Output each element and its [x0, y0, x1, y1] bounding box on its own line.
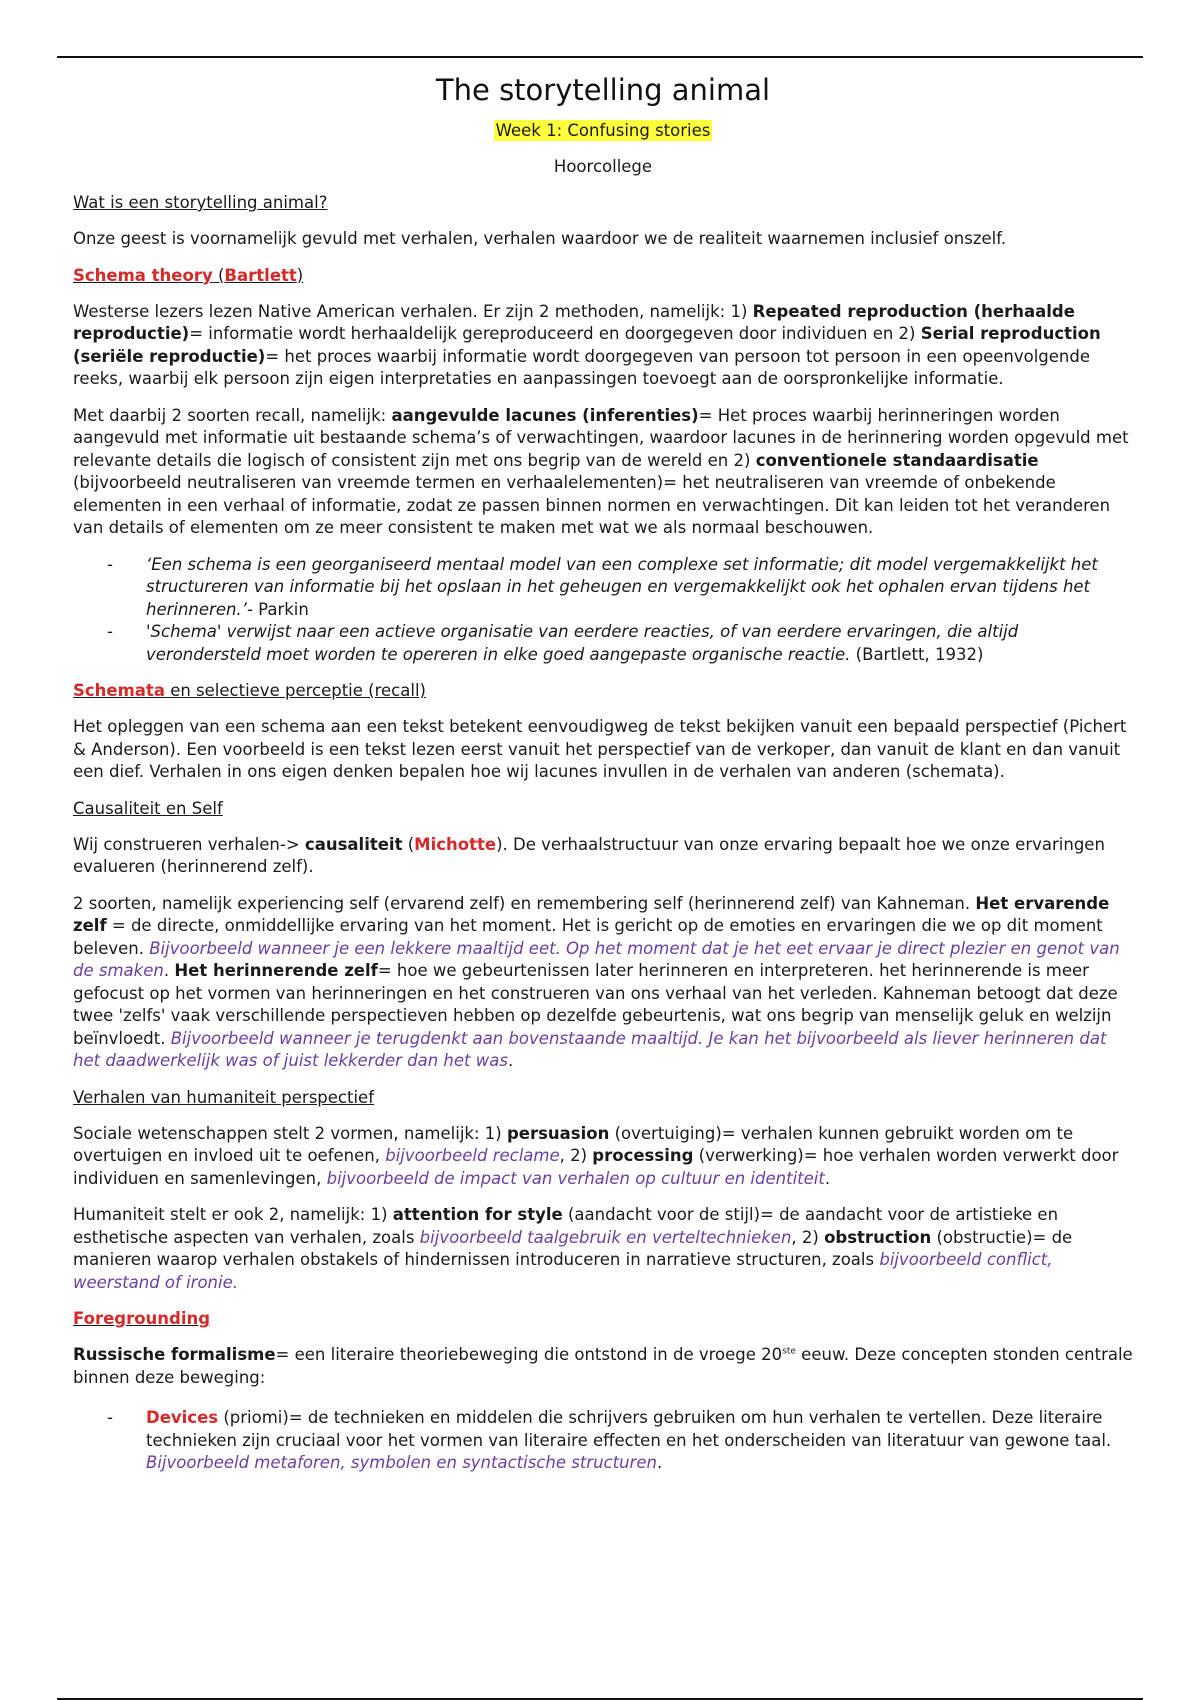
dash-bullet: -: [107, 622, 113, 641]
foregrounding-label: Foregrounding: [73, 1309, 211, 1328]
formalisme-list: [73, 1407, 1133, 1475]
example-text: Bijvoorbeeld wanneer je terugdenkt aan bovenstaande maaltijd. Je kan het bijvoorbeeld als liever herinneren dat het daadwerkelijk was of juist lekkerder dan het was: [73, 1028, 1107, 1070]
text-span: .: [656, 1453, 663, 1472]
example-text: bijvoorbeeld reclame: [385, 1146, 560, 1165]
term-causaliteit: causaliteit: [304, 834, 403, 854]
dash-bullet: -: [107, 554, 113, 574]
heading-schemata: [73, 680, 1133, 702]
text-span: ). De verhaalstructuur van onze ervaring bepaalt hoe we onze ervaringen evalueren (herinnerend zelf).: [73, 834, 1105, 876]
heading-humaniteit: [73, 1087, 1133, 1109]
example-text: Bijvoorbeeld wanneer je een lekkere maaltijd eet. Op het moment dat je het eet ervaar je direct plezier en genot van de smaken: [73, 938, 1120, 980]
text-span: .: [507, 1051, 514, 1070]
paragraph-causaliteit: [73, 834, 1133, 879]
quote-text: 'Schema' verwijst naar een actieve organisatie van eerdere reacties, of van eerdere ervaringen, die altijd verondersteld moet worden te opereren in elke goed aangepaste organische reactie.: [146, 622, 1019, 664]
text-span: , 2): [791, 1227, 825, 1247]
heading-causaliteit-text: Causaliteit en Self: [73, 798, 223, 818]
quote-bartlett: [73, 621, 1133, 666]
text-span: = informatie wordt herhaaldelijk gereproduceerd en doorgegeven door individuen en 2): [189, 324, 921, 343]
top-rule: [57, 56, 1143, 58]
text-span: (verwerking)= hoe verhalen worden verwerkt door individuen en samenlevingen,: [73, 1146, 1119, 1188]
doc-title: The storytelling animal: [435, 73, 771, 107]
term-attention-for-style: attention for style: [392, 1205, 563, 1224]
term-aangevulde-lacunes: aangevulde lacunes (inferenties): [391, 405, 699, 425]
term-repeated-reproduction: Repeated reproduction (herhaalde reproductie): [73, 301, 1075, 343]
text-span: 2 soorten, namelijk experiencing self (ervarend zelf) en remembering self (herinnerend zelf) van Kahneman.: [73, 893, 976, 913]
week-line: [73, 120, 1133, 142]
paragraph-storytelling-animal: Onze geest is voornamelijk gevuld met verhalen, verhalen waardoor we de realiteit waarnemen inclusief onszelf.: [73, 229, 1007, 248]
quote-parkin: [73, 554, 1133, 622]
paren-close: ): [296, 265, 304, 285]
text-span: Westerse lezers lezen Native American verhalen. Er zijn 2 methoden, namelijk: 1): [73, 301, 753, 321]
quote-list: [73, 554, 1133, 667]
text-span: Wij construeren verhalen->: [73, 834, 305, 854]
example-text: bijvoorbeeld taalgebruik en verteltechnieken: [419, 1227, 792, 1247]
quote-source: - Parkin: [246, 599, 309, 619]
text-span: Sociale wetenschappen stelt 2 vormen, namelijk: 1): [73, 1123, 507, 1143]
term-obstruction: obstruction: [824, 1227, 932, 1247]
text-span: = het proces waarbij informatie wordt doorgegeven van persoon tot persoon in een opeenvolgende reeks, waarbij elk persoon zijn eigen interpretaties en aanpassingen toevoegt aan de oorspronkelijke informatie.: [73, 346, 1090, 388]
text-span: (: [402, 834, 415, 854]
text-span: (aandacht voor de stijl)= de aandacht voor de artistieke en esthetische aspecten van verhalen, zoals: [73, 1205, 1059, 1247]
paragraph-reproduction: [73, 301, 1133, 391]
paragraph-schemata: Het opleggen van een schema aan een tekst betekent eenvoudigweg de tekst bekijken vanuit een bepaald perspectief (Pichert & Anderson). Een voorbeeld is een tekst lezen eerst vanuit het perspectief van de verkoper, dan vanuit de klant en dan vanuit een dief. Verhalen in ons eigen denken bepalen hoe wij lacunes invullen in de verhalen van anderen (schemata).: [73, 717, 1127, 781]
example-text: bijvoorbeeld de impact van verhalen op cultuur en identiteit: [326, 1168, 825, 1188]
text-span: (priomi)= de technieken en middelen die schrijvers gebruiken om hun verhalen te vertellen. Deze literaire technieken zijn cruciaal voor het vormen van literaire effecten en het onderscheiden van literatuur van gewone taal.: [146, 1408, 1112, 1450]
heading-schema-theory: [73, 265, 1133, 287]
heading-humaniteit-text: Verhalen van humaniteit perspectief: [73, 1087, 375, 1107]
schemata-label: Schemata: [73, 681, 165, 700]
text-span: eeuw. Deze concepten stonden centrale binnen deze beweging:: [73, 1345, 1133, 1387]
quote-source: (Bartlett, 1932): [850, 644, 984, 664]
term-conventionele-standaardisatie: conventionele standaardisatie: [755, 450, 1039, 470]
text-span: = Het proces waarbij herinneringen worden aangevuld met informatie uit bestaande schema’s of verwachtingen, waardoor lacunes in de herinnering worden opgevuld met relevante details die logisch of consistent zijn met ons begrip van de wereld en 2): [73, 405, 1129, 470]
term-serial-reproduction: Serial reproduction (seriële reproductie): [73, 324, 1101, 366]
text-span: .: [163, 961, 175, 980]
text-span: Humaniteit stelt er ook 2, namelijk: 1): [73, 1205, 393, 1224]
text-span: Met daarbij 2 soorten recall, namelijk:: [73, 405, 392, 425]
term-devices: Devices: [146, 1408, 219, 1427]
heading-storytelling-animal-text: Wat is een storytelling animal?: [73, 193, 328, 212]
paragraph-self: [73, 893, 1133, 1073]
text-span: , 2): [559, 1146, 593, 1165]
document-page: [73, 66, 1133, 1475]
superscript: ste: [782, 1346, 796, 1357]
heading-causaliteit: [73, 798, 1133, 820]
text-span: (overtuiging)= verhalen kunnen gebruikt worden om te overtuigen en invloed uit te oefenen,: [73, 1123, 1074, 1165]
paren-open: (: [212, 265, 225, 285]
quote-text: ‘Een schema is een georganiseerd mentaal model van een complexe set informatie; dit model vergemakkelijkt het structureren van informatie bij het opslaan in het geheugen en vergemakkelijkt ook het ophalen ervan tijdens het herinneren.’: [146, 554, 1098, 619]
example-text: Bijvoorbeeld metaforen, symbolen en syntactische structuren: [146, 1453, 657, 1472]
text-span: = een literaire theoriebeweging die ontstond in de vroege 20: [275, 1345, 783, 1364]
term-ervarende-zelf: Het ervarende zelf: [73, 893, 1110, 935]
text-span: (obstructie)= de manieren waarop verhalen obstakels of hindernissen introduceren in narratieve structuren, zoals: [73, 1227, 1073, 1269]
paragraph-humaniteit: [73, 1204, 1133, 1294]
paragraph-sociale-wetenschappen: [73, 1123, 1133, 1191]
paragraph-formalisme: [73, 1344, 1133, 1389]
term-russische-formalisme: Russische formalisme: [73, 1345, 276, 1364]
term-herinnerende-zelf: Het herinnerende zelf: [174, 961, 378, 980]
text-span: = de directe, onmiddellijke ervaring van het moment. Het is gericht op de emoties en ervaringen die we op dit moment beleven.: [73, 916, 1103, 958]
schema-theory-label: Schema theory: [73, 265, 213, 285]
example-text: bijvoorbeeld conflict, weerstand of ironie.: [73, 1250, 1053, 1292]
heading-foregrounding: [73, 1308, 1133, 1330]
heading-schemata-rest: en selectieve perceptie (recall): [164, 681, 426, 700]
text-span: = hoe we gebeurtenissen later herinneren en interpreteren. het herinnerende is meer gefocust op het vormen van herinneringen en het construeren van ons verhaal van het verleden. Kahneman betoogt dat deze twee 'zelfs' vaak verschillende perspectieven hebben op dezelfde gebeurtenis, wat ons begrip van menselijk geluk en welzijn beïnvloedt.: [73, 961, 1118, 1048]
doc-subtitle: Hoorcollege: [553, 157, 653, 176]
paragraph-recall: [73, 405, 1133, 540]
heading-storytelling-animal: [73, 192, 1133, 214]
list-item-devices: [73, 1407, 1133, 1475]
text-span: .: [824, 1168, 831, 1188]
bartlett-label: Bartlett: [224, 265, 297, 285]
michotte-label: Michotte: [414, 834, 497, 854]
week-highlight: Week 1: Confusing stories: [495, 121, 711, 140]
dash-bullet: -: [107, 1408, 113, 1427]
term-processing: processing: [592, 1146, 694, 1165]
term-persuasion: persuasion: [506, 1123, 610, 1143]
text-span: (bijvoorbeeld neutraliseren van vreemde termen en verhaalelementen)= het neutraliseren van vreemde of onbekende elementen in een verhaal of informatie, zodat ze passen binnen normen en verwachtingen. Dit kan leiden tot het veranderen van details of elementen om ze meer consistent te maken met wat we als normaal beschouwen.: [73, 473, 1111, 537]
